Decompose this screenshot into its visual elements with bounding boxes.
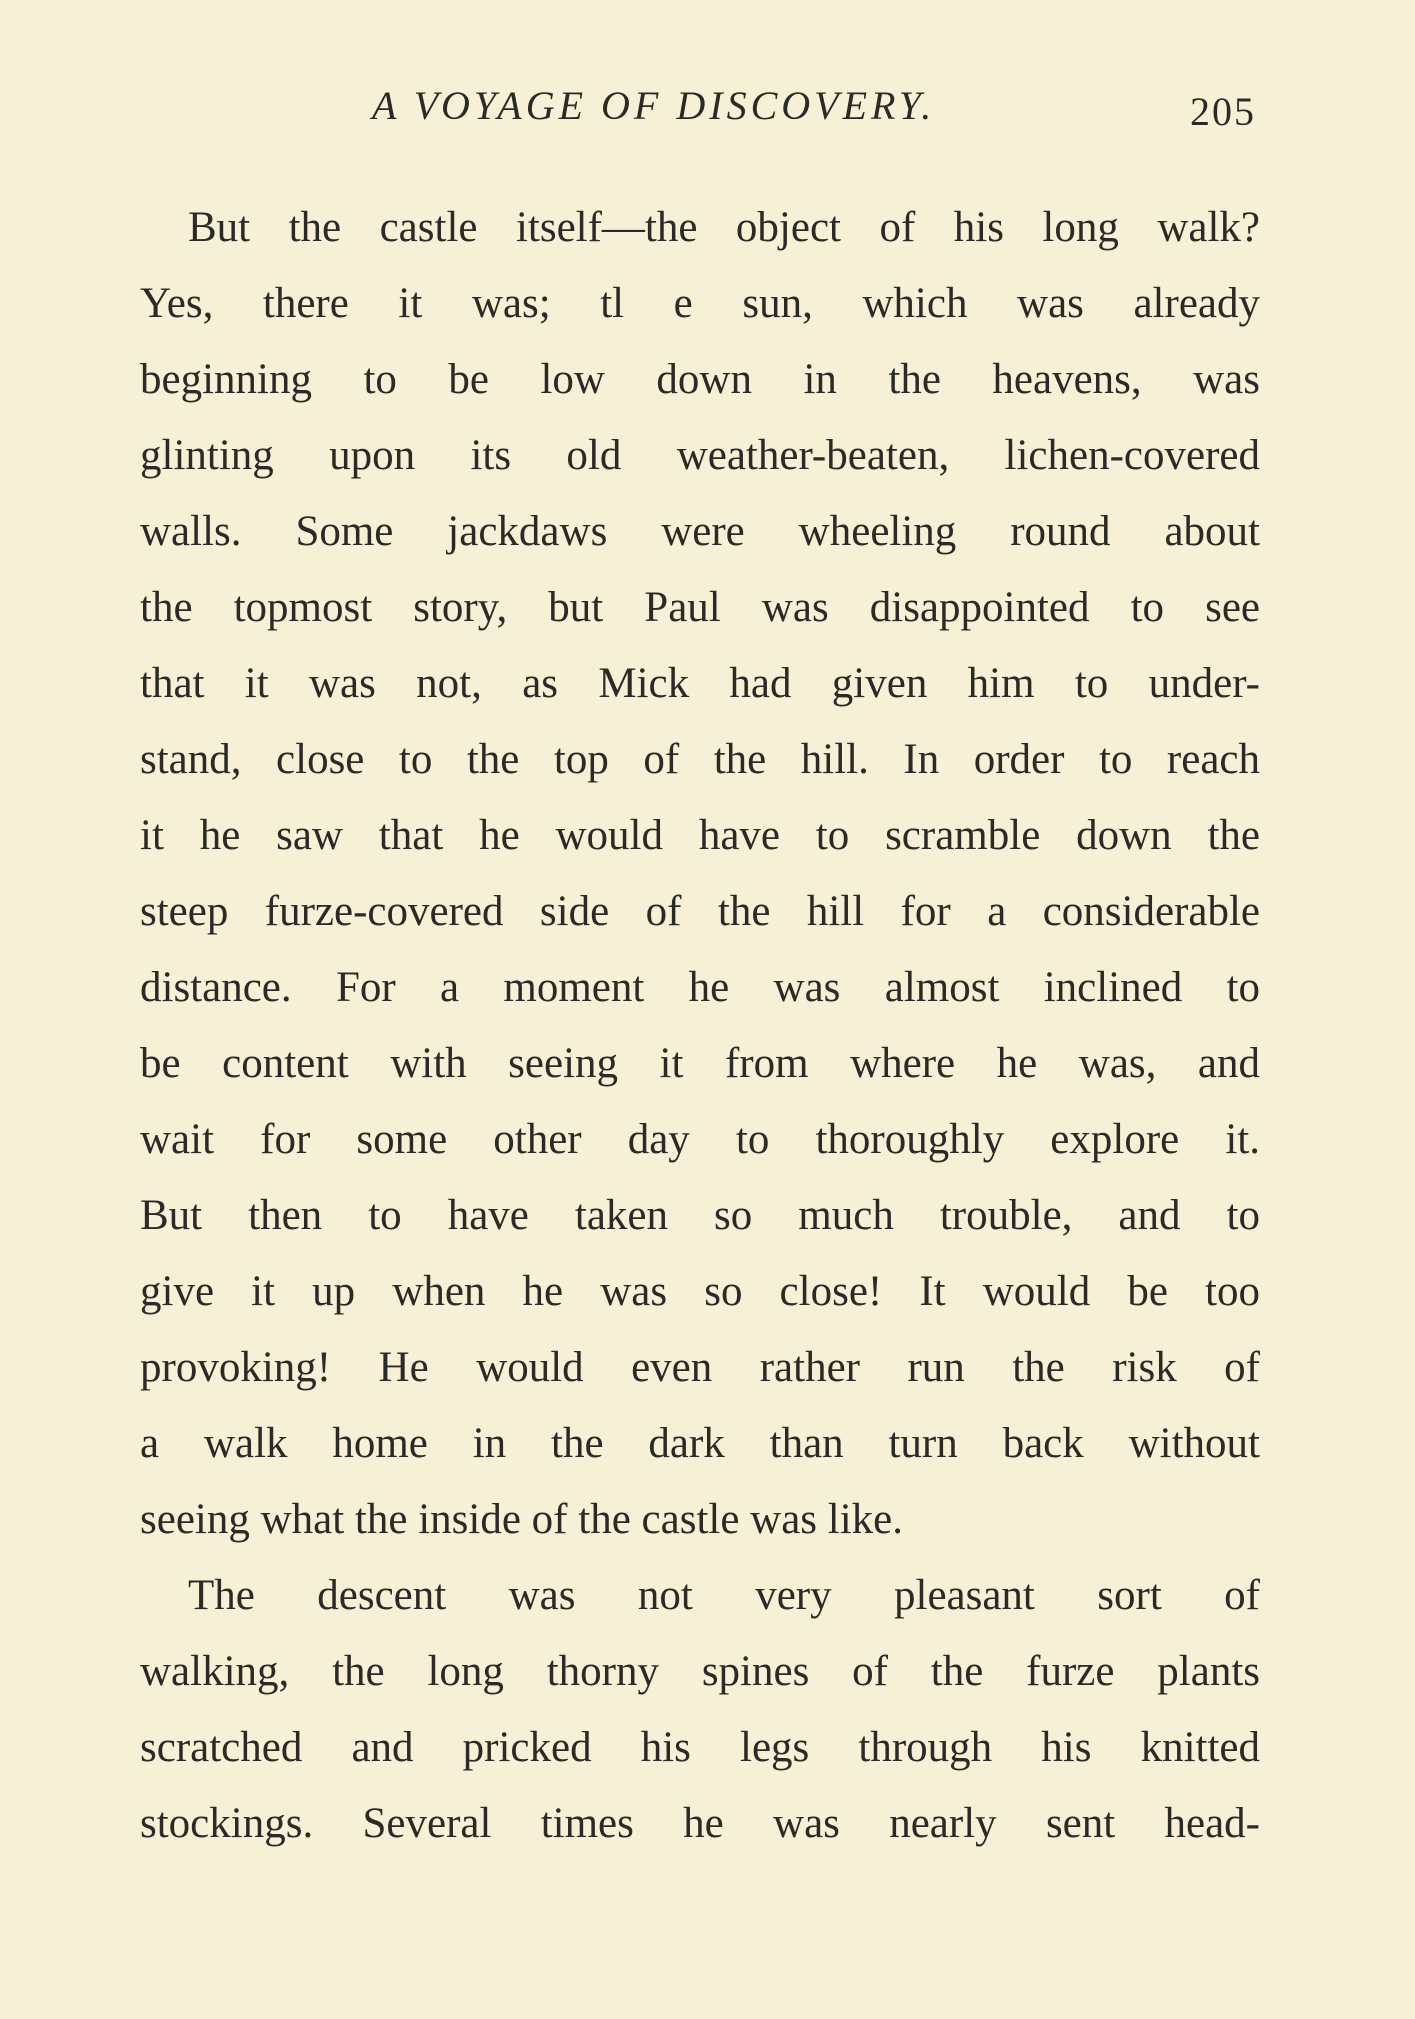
- text-line: it he saw that he would have to scramble down the: [140, 812, 1260, 859]
- text-line: walls. Some jackdaws were wheeling round about: [140, 508, 1260, 555]
- page-number: 205: [1190, 89, 1256, 134]
- text-line: provoking! He would even rather run the risk of: [140, 1344, 1260, 1391]
- text-line: give it up when he was so close! It would be too: [140, 1268, 1260, 1315]
- text-line: Yes, there it was; tl e sun, which was already: [140, 280, 1260, 327]
- text-line: beginning to be low down in the heavens, was: [140, 356, 1260, 403]
- text-line: a walk home in the dark than turn back without: [140, 1420, 1260, 1467]
- text-line: wait for some other day to thoroughly explore it.: [140, 1116, 1260, 1163]
- text-line: walking, the long thorny spines of the furze plants: [140, 1648, 1260, 1695]
- text-line: distance. For a moment he was almost inclined to: [140, 964, 1260, 1011]
- text-line: stand, close to the top of the hill. In order to reach: [140, 736, 1260, 783]
- running-head-title: A VOYAGE OF DISCOVERY.: [372, 83, 936, 128]
- text-line: steep furze-covered side of the hill for a considerable: [140, 888, 1260, 935]
- text-line: seeing what the inside of the castle was like.: [140, 1496, 904, 1543]
- text-line: But the castle itself—the object of his long walk?: [188, 204, 1260, 251]
- text-line: scratched and pricked his legs through his knitted: [140, 1724, 1260, 1771]
- text-line: be content with seeing it from where he was, and: [140, 1040, 1260, 1087]
- text-line: But then to have taken so much trouble, and to: [140, 1192, 1260, 1239]
- text-line: stockings. Several times he was nearly sent head-: [140, 1800, 1260, 1847]
- text-line: the topmost story, but Paul was disappointed to see: [140, 584, 1260, 631]
- text-line: The descent was not very pleasant sort of: [188, 1572, 1260, 1619]
- text-line: glinting upon its old weather-beaten, lichen-covered: [140, 432, 1260, 479]
- text-line: that it was not, as Mick had given him to under-: [140, 660, 1260, 707]
